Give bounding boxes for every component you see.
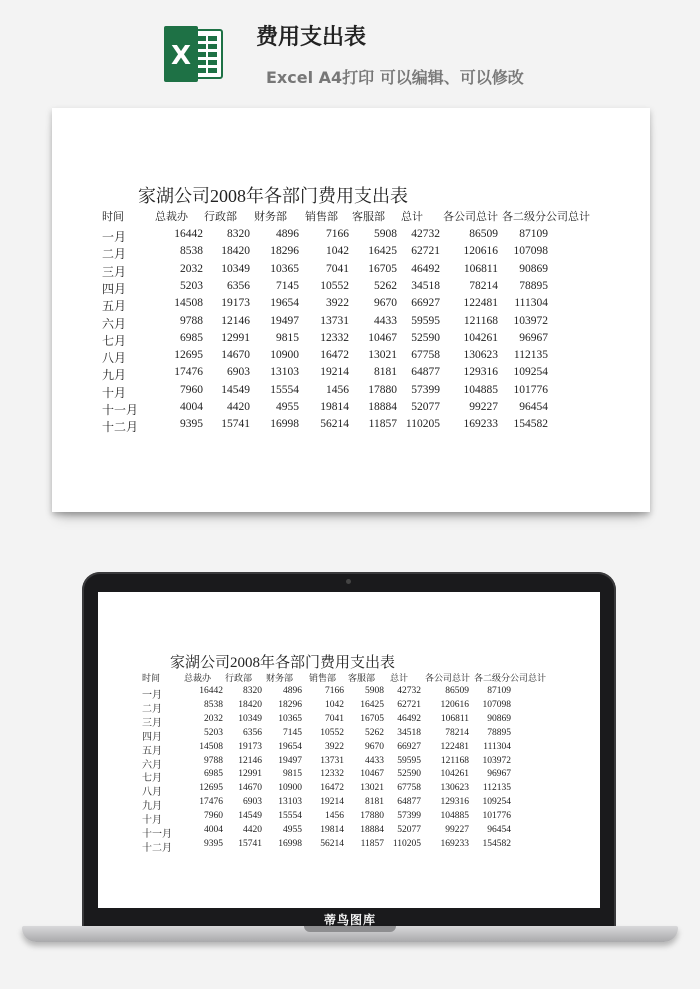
- table-cell: 8181: [365, 797, 384, 808]
- table-cell: 78895: [519, 279, 548, 292]
- table-cell: 15741: [221, 418, 250, 431]
- table-cell: 57399: [397, 811, 421, 822]
- table-cell: 7960: [180, 383, 203, 396]
- table-cell: 16472: [320, 349, 349, 362]
- table-cell: 8181: [374, 366, 397, 379]
- table-cell: 52077: [397, 825, 421, 835]
- table-cell: 59595: [411, 314, 440, 327]
- table-cell: 78214: [469, 279, 498, 292]
- table-cell: 104261: [463, 331, 498, 344]
- table-cell: 17476: [174, 366, 203, 379]
- table-cell: 18884: [368, 401, 397, 413]
- row-label: 四月: [102, 281, 127, 296]
- row-label: 九月: [142, 801, 162, 813]
- table-cell: 96967: [487, 769, 511, 780]
- table-cell: 9815: [283, 769, 302, 780]
- laptop-base: [22, 926, 678, 942]
- table-cell: 6985: [180, 331, 203, 344]
- table-cell: 6356: [243, 727, 262, 738]
- table-cell: 19173: [221, 297, 250, 310]
- table-cell: 12695: [174, 349, 203, 362]
- table-cell: 12332: [320, 331, 349, 344]
- table-cell: 34518: [397, 727, 421, 738]
- page-header: [0, 0, 700, 100]
- column-header: 各二级分公司总计: [502, 210, 590, 223]
- table-cell: 56214: [320, 838, 344, 849]
- row-label: 十一月: [102, 403, 139, 417]
- table-cell: 16425: [360, 699, 384, 710]
- table-cell: 110205: [405, 418, 440, 431]
- table-cell: 19654: [278, 741, 302, 752]
- table-cell: 66927: [411, 297, 440, 310]
- row-label: 十二月: [102, 420, 139, 435]
- row-label: 一月: [102, 230, 127, 244]
- table-cell: 99227: [445, 825, 469, 835]
- table-cell: 111304: [514, 297, 548, 310]
- table-cell: 9670: [374, 297, 397, 310]
- row-label: 六月: [142, 759, 162, 771]
- table-cell: 122481: [440, 741, 469, 752]
- table-cell: 10349: [238, 713, 262, 724]
- row-label: 二月: [102, 247, 127, 262]
- table-cell: 19654: [270, 297, 299, 310]
- table-cell: 18884: [360, 825, 384, 835]
- column-header: 财务部: [254, 210, 287, 223]
- table-cell: 15741: [238, 838, 262, 849]
- table-cell: 110205: [392, 838, 421, 849]
- table-cell: 169233: [440, 838, 469, 849]
- table-cell: 5203: [180, 279, 203, 292]
- table-cell: 106811: [440, 713, 469, 724]
- row-label: 五月: [102, 299, 127, 314]
- table-cell: 86509: [469, 228, 498, 240]
- table-cell: 52590: [411, 331, 440, 344]
- table-cell: 13021: [368, 349, 397, 362]
- laptop-screen: [98, 592, 600, 908]
- table-cell: 103972: [513, 314, 548, 327]
- laptop-mockup: [82, 572, 616, 932]
- row-label: 六月: [102, 316, 127, 331]
- table-cell: 12991: [238, 769, 262, 780]
- table-cell: 46492: [397, 713, 421, 724]
- table-cell: 42732: [397, 686, 421, 696]
- row-label: 十二月: [142, 842, 172, 854]
- table-cell: 96454: [487, 825, 511, 835]
- table-cell: 13103: [270, 366, 299, 379]
- table-cell: 4896: [276, 228, 299, 240]
- column-header: 销售部: [309, 674, 337, 684]
- table-cell: 18420: [238, 699, 262, 710]
- table-cell: 6356: [227, 279, 250, 292]
- watermark: 蒂鸟图库: [323, 913, 376, 927]
- table-cell: 7960: [204, 811, 223, 822]
- table-cell: 8320: [243, 686, 262, 696]
- table-cell: 18296: [278, 699, 302, 710]
- table-cell: 4433: [365, 755, 384, 766]
- table-cell: 10365: [278, 713, 302, 724]
- table-cell: 67758: [397, 783, 421, 794]
- table-cell: 13731: [320, 314, 349, 327]
- column-header: 客服部: [348, 674, 376, 684]
- row-label: 八月: [142, 787, 162, 799]
- row-label: 十月: [142, 815, 162, 827]
- table-cell: 16442: [199, 686, 223, 696]
- table-cell: 9395: [204, 838, 223, 849]
- table-cell: 5262: [374, 279, 397, 292]
- table-cell: 99227: [469, 401, 498, 413]
- row-label: 七月: [142, 773, 162, 785]
- column-header: 销售部: [305, 210, 338, 223]
- table-cell: 9788: [204, 755, 223, 766]
- table-cell: 8320: [227, 228, 250, 240]
- table-cell: 7041: [325, 713, 344, 724]
- table-cell: 64877: [397, 797, 421, 808]
- table-cell: 12695: [199, 783, 223, 794]
- table-cell: 13021: [360, 783, 384, 794]
- column-header: 总计: [401, 210, 423, 223]
- table-cell: 16705: [368, 262, 397, 275]
- table-cell: 7145: [283, 727, 302, 738]
- row-label: 七月: [102, 333, 127, 348]
- sheet-title: 家湖公司2008年各部门费用支出表: [138, 186, 408, 206]
- table-cell: 9670: [365, 741, 384, 752]
- page-subtitle: Excel A4打印 可以编辑、可以修改: [266, 68, 524, 87]
- table-cell: 1456: [325, 811, 344, 822]
- table-cell: 120616: [440, 699, 469, 710]
- column-header: 各公司总计: [443, 210, 498, 223]
- table-cell: 15554: [270, 383, 299, 396]
- column-header: 总计: [390, 674, 409, 684]
- table-cell: 16705: [360, 713, 384, 724]
- row-label: 三月: [102, 264, 127, 279]
- table-cell: 111304: [483, 741, 511, 752]
- table-cell: 19814: [320, 401, 349, 413]
- row-label: 五月: [142, 745, 162, 757]
- table-cell: 109254: [513, 366, 548, 379]
- table-cell: 103972: [482, 755, 511, 766]
- table-cell: 18296: [270, 245, 299, 258]
- table-cell: 10552: [320, 279, 349, 292]
- table-cell: 78214: [445, 727, 469, 738]
- table-cell: 9395: [180, 418, 203, 431]
- column-header: 行政部: [204, 210, 237, 223]
- table-cell: 129316: [463, 366, 498, 379]
- table-cell: 62721: [397, 699, 421, 710]
- table-cell: 104885: [463, 383, 498, 396]
- table-cell: 9815: [276, 331, 299, 344]
- table-cell: 16425: [368, 245, 397, 258]
- table-cell: 19214: [320, 797, 344, 808]
- svg-text:X: X: [170, 41, 192, 71]
- table-cell: 154582: [482, 838, 511, 849]
- table-cell: 59595: [397, 755, 421, 766]
- table-cell: 87109: [519, 228, 548, 240]
- spreadsheet-preview: [52, 108, 650, 512]
- table-cell: 130623: [440, 783, 469, 794]
- page-title: 费用支出表: [256, 25, 367, 50]
- table-cell: 10365: [270, 262, 299, 275]
- table-cell: 66927: [397, 741, 421, 752]
- table-cell: 9788: [180, 314, 203, 327]
- table-cell: 14670: [238, 783, 262, 794]
- table-cell: 3922: [325, 741, 344, 752]
- table-cell: 12146: [238, 755, 262, 766]
- table-cell: 7166: [325, 686, 344, 696]
- table-cell: 56214: [320, 418, 349, 431]
- excel-icon: [162, 22, 226, 86]
- table-cell: 5908: [365, 686, 384, 696]
- table-cell: 10467: [360, 769, 384, 780]
- table-cell: 107098: [513, 245, 548, 258]
- table-cell: 14549: [221, 383, 250, 396]
- table-cell: 6903: [227, 366, 250, 379]
- table-cell: 101776: [513, 383, 548, 396]
- table-cell: 19173: [238, 741, 262, 752]
- column-header: 财务部: [266, 674, 294, 684]
- column-header: 时间: [102, 210, 124, 223]
- table-cell: 104885: [440, 811, 469, 822]
- table-cell: 11857: [360, 838, 384, 849]
- table-cell: 12991: [221, 331, 250, 344]
- table-cell: 90869: [519, 262, 548, 275]
- column-header: 客服部: [352, 210, 385, 223]
- table-cell: 17476: [199, 797, 223, 808]
- table-cell: 10552: [320, 727, 344, 738]
- table-cell: 17880: [368, 383, 397, 396]
- table-cell: 169233: [463, 418, 498, 431]
- table-cell: 7145: [276, 279, 299, 292]
- table-cell: 120616: [463, 245, 498, 258]
- table-cell: 6903: [243, 797, 262, 808]
- table-cell: 12332: [320, 769, 344, 780]
- column-header: 时间: [142, 674, 161, 684]
- table-cell: 16998: [270, 418, 299, 431]
- table-cell: 57399: [411, 383, 440, 396]
- table-cell: 10467: [368, 331, 397, 344]
- table-cell: 4955: [283, 825, 302, 835]
- table-cell: 13103: [278, 797, 302, 808]
- table-cell: 87109: [487, 686, 511, 696]
- table-cell: 109254: [482, 797, 511, 808]
- table-cell: 10349: [221, 262, 250, 275]
- table-cell: 1042: [325, 699, 344, 710]
- table-cell: 52077: [411, 401, 440, 413]
- table-cell: 5262: [365, 727, 384, 738]
- column-header: 各二级分公司总计: [474, 674, 547, 684]
- table-cell: 62721: [411, 245, 440, 258]
- row-label: 十一月: [142, 829, 172, 840]
- table-cell: 15554: [278, 811, 302, 822]
- table-cell: 1042: [326, 245, 349, 258]
- table-cell: 3922: [326, 297, 349, 310]
- table-cell: 14670: [221, 349, 250, 362]
- table-cell: 101776: [482, 811, 511, 822]
- table-cell: 8538: [204, 699, 223, 710]
- table-cell: 112135: [482, 783, 511, 794]
- table-cell: 16442: [174, 228, 203, 240]
- table-cell: 5203: [204, 727, 223, 738]
- column-header: 总裁办: [155, 210, 188, 223]
- table-cell: 7166: [326, 228, 349, 240]
- table-cell: 64877: [411, 366, 440, 379]
- table-cell: 121168: [463, 314, 498, 327]
- table-cell: 34518: [411, 279, 440, 292]
- table-cell: 96967: [519, 331, 548, 344]
- table-cell: 122481: [463, 297, 498, 310]
- table-cell: 6985: [204, 769, 223, 780]
- table-cell: 8538: [180, 245, 203, 258]
- table-cell: 2032: [180, 262, 203, 275]
- sheet-title: 家湖公司2008年各部门费用支出表: [170, 655, 396, 671]
- table-cell: 130623: [463, 349, 498, 362]
- table-cell: 67758: [411, 349, 440, 362]
- table-cell: 19497: [270, 314, 299, 327]
- table-cell: 19497: [278, 755, 302, 766]
- table-cell: 11857: [368, 418, 397, 431]
- table-cell: 16472: [320, 783, 344, 794]
- table-cell: 4420: [227, 401, 250, 413]
- table-cell: 96454: [519, 401, 548, 413]
- table-cell: 42732: [411, 228, 440, 240]
- table-cell: 19214: [320, 366, 349, 379]
- table-cell: 4896: [283, 686, 302, 696]
- table-cell: 19814: [320, 825, 344, 835]
- table-cell: 10900: [270, 349, 299, 362]
- table-cell: 5908: [374, 228, 397, 240]
- table-cell: 18420: [221, 245, 250, 258]
- table-cell: 129316: [440, 797, 469, 808]
- table-cell: 1456: [326, 383, 349, 396]
- table-cell: 4433: [374, 314, 397, 327]
- row-label: 四月: [142, 731, 162, 743]
- row-label: 九月: [102, 368, 127, 383]
- table-cell: 2032: [204, 713, 223, 724]
- table-cell: 86509: [445, 686, 469, 696]
- table-cell: 78895: [487, 727, 511, 738]
- table-cell: 14508: [199, 741, 223, 752]
- table-cell: 12146: [221, 314, 250, 327]
- table-cell: 4420: [243, 825, 262, 835]
- table-cell: 14549: [238, 811, 262, 822]
- row-label: 一月: [142, 690, 162, 701]
- table-cell: 14508: [174, 297, 203, 310]
- table-cell: 104261: [440, 769, 469, 780]
- table-cell: 10900: [278, 783, 302, 794]
- table-cell: 46492: [411, 262, 440, 275]
- row-label: 八月: [102, 351, 127, 366]
- camera-icon: [346, 579, 351, 584]
- table-cell: 4004: [180, 401, 203, 413]
- table-cell: 90869: [487, 713, 511, 724]
- table-cell: 106811: [463, 262, 498, 275]
- column-header: 各公司总计: [425, 674, 471, 684]
- column-header: 总裁办: [184, 674, 212, 684]
- table-cell: 121168: [440, 755, 469, 766]
- column-header: 行政部: [225, 674, 253, 684]
- table-cell: 4004: [204, 825, 223, 835]
- table-cell: 154582: [513, 418, 548, 431]
- table-cell: 16998: [278, 838, 302, 849]
- table-cell: 7041: [326, 262, 349, 275]
- table-cell: 112135: [513, 349, 548, 362]
- row-label: 十月: [102, 385, 127, 400]
- table-cell: 13731: [320, 755, 344, 766]
- table-cell: 107098: [482, 699, 511, 710]
- row-label: 三月: [142, 717, 162, 729]
- table-cell: 4955: [276, 401, 299, 413]
- table-cell: 52590: [397, 769, 421, 780]
- row-label: 二月: [142, 703, 162, 715]
- table-cell: 17880: [360, 811, 384, 822]
